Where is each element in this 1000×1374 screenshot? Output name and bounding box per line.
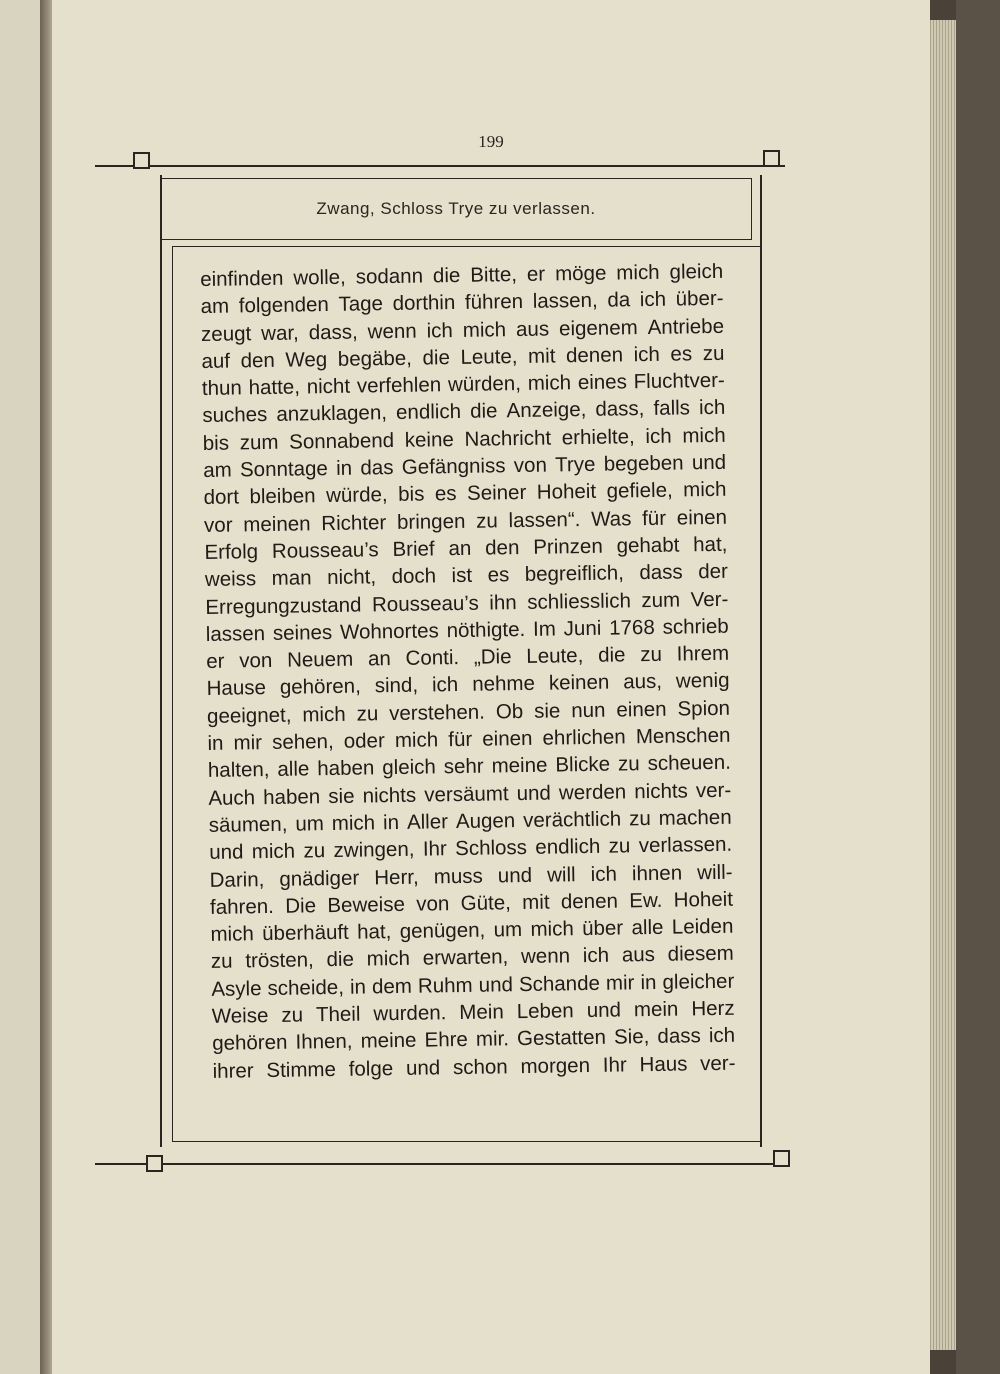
- text-line: Hause gehören, sind, ich nehme keinen aus, wenig: [206, 669, 730, 701]
- text-line: halten, alle haben gleich sehr meine Blicke zu scheuen.: [207, 751, 732, 783]
- text-lines: [200, 258, 736, 1085]
- text-line: Weise zu Theil wurden. Mein Leben und mein Herz: [211, 996, 735, 1028]
- frame-corner-bottom-left: [146, 1155, 163, 1172]
- frame-left-rule: [160, 175, 162, 1147]
- text-line: vor meinen Richter bringen zu lassen“. Was für einen: [203, 505, 728, 537]
- text-line: lassen seines Wohnortes nöthigte. Im Juni 1768 schrieb: [205, 614, 729, 646]
- page-stack-edges: [928, 20, 958, 1350]
- text-line: dort bleiben würde, bis es Seiner Hoheit gefiele, mich: [203, 478, 727, 510]
- text-line: am folgenden Tage dorthin führen lassen, da ich über-: [200, 287, 724, 319]
- text-line: in mir sehen, oder mich für einen ehrlichen Menschen: [207, 723, 731, 755]
- page-number: 199: [478, 132, 504, 151]
- text-line: einfinden wolle, sodann die Bitte, er möge mich gleich: [200, 259, 724, 291]
- text-line: auf den Weg begäbe, die Leute, mit denen ich es zu: [201, 341, 725, 373]
- text-line: Erfolg Rousseau’s Brief an den Prinzen gehabt hat,: [204, 532, 728, 564]
- text-line: weiss man nicht, doch ist es begreiflich, dass der: [204, 560, 729, 592]
- frame-corner-top-left: [133, 152, 150, 169]
- text-line: Darin, gnädiger Herr, muss und will ich ihnen will-: [209, 860, 733, 892]
- frame-corner-top-right: [763, 150, 780, 167]
- text-line: fahren. Die Beweise von Güte, mit denen Ew. Hoheit: [209, 887, 734, 919]
- text-line: mich überhäuft hat, genügen, um mich über alle Leiden: [210, 914, 734, 947]
- text-line: Auch haben sie nichts versäumt und werden nichts ver-: [208, 778, 732, 810]
- text-line: Asyle scheide, in dem Ruhm und Schande mir in gleicher: [211, 969, 735, 1001]
- text-line: am Sonntage in das Gefängniss von Trye begeben und: [203, 450, 727, 483]
- text-line: geeignet, mich zu verstehen. Ob sie nun einen Spion: [206, 696, 731, 728]
- text-line: zu trösten, die mich erwarten, wenn ich aus diesem: [210, 942, 734, 974]
- text-line: ihrer Stimme folge und schon morgen Ihr Haus ver-: [212, 1051, 736, 1083]
- text-line: gehören Ihnen, meine Ehre mir. Gestatten Sie, dass ich: [212, 1024, 736, 1056]
- text-line: zeugt war, dass, wenn ich mich aus eigenem Antriebe: [200, 314, 725, 346]
- text-line: säumen, um mich in Aller Augen verächtlich zu machen: [208, 805, 732, 837]
- frame-corner-bottom-right: [773, 1150, 790, 1167]
- text-line: thun hatte, nicht verfehlen würden, mich eines Fluchtver-: [201, 368, 725, 401]
- facing-page-edge: [0, 0, 42, 1374]
- text-line: und mich zu zwingen, Ihr Schloss endlich zu verlassen.: [209, 832, 733, 865]
- running-header-box: [160, 178, 752, 240]
- text-line: er von Neuem an Conti. „Die Leute, die zu Ihrem: [206, 641, 730, 674]
- text-line: bis zum Sonnabend keine Nachricht erhielte, ich mich: [202, 423, 726, 455]
- text-line: Erregungzustand Rousseau’s ihn schliesslich zum Ver-: [205, 587, 729, 619]
- text-line: suches anzuklagen, endlich die Anzeige, dass, falls ich: [202, 396, 726, 428]
- running-header: Zwang, Schloss Trye zu verlassen.: [316, 199, 596, 218]
- book-cover-edge: [956, 0, 1000, 1374]
- body-text: [200, 258, 736, 1085]
